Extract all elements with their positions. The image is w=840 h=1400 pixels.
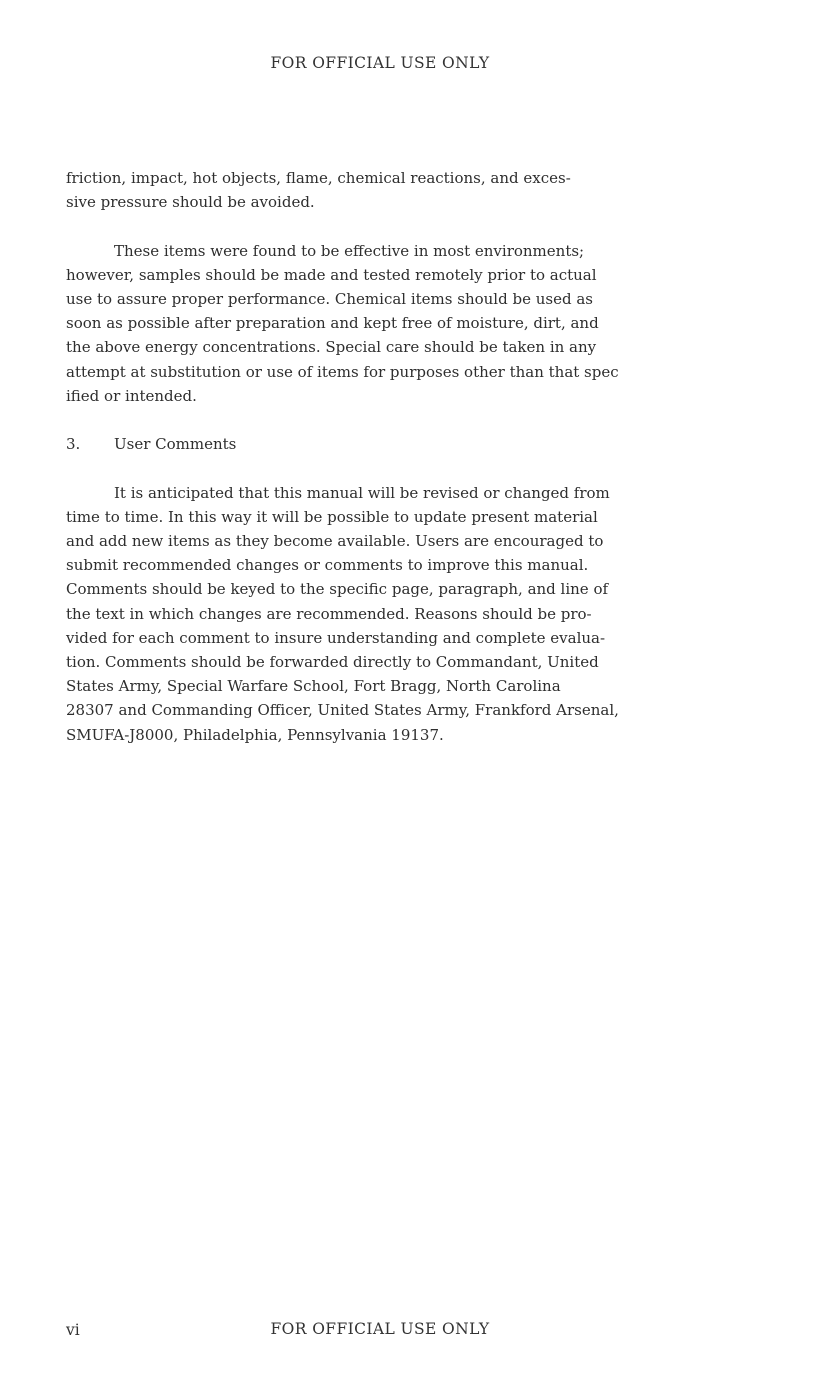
text-line: soon as possible after preparation and kept free of moisture, dirt, and [66, 314, 599, 333]
text-line: These items were found to be effective in most environments; [114, 241, 585, 260]
section-title: User Comments [114, 435, 237, 454]
paragraph-2 [66, 239, 706, 408]
text-line: friction, impact, hot objects, flame, chemical reactions, and exces- [66, 169, 571, 187]
page-header: FOR OFFICIAL USE ONLY [270, 54, 490, 72]
text-line: attempt at substitution or use of items for purposes other than that spec [66, 362, 619, 381]
text-line: the text in which changes are recommended. Reasons should be pro- [66, 604, 592, 623]
section-heading [66, 432, 706, 456]
text-line: however, samples should be made and tested remotely prior to actual [66, 265, 597, 284]
text-line: ified or intended. [66, 386, 197, 405]
document-body [66, 166, 706, 771]
text-line: 28307 and Commanding Officer, United States Army, Frankford Arsenal, [66, 701, 619, 720]
text-line: SMUFA-J8000, Philadelphia, Pennsylvania 19137. [66, 725, 444, 744]
text-line: use to assure proper performance. Chemical items should be used as [66, 290, 593, 308]
text-line: It is anticipated that this manual will be revised or changed from [114, 483, 610, 502]
section-number: 3. [66, 435, 81, 454]
page-footer: FOR OFFICIAL USE ONLY [270, 1320, 490, 1338]
text-line: Comments should be keyed to the specific page, paragraph, and line of [66, 580, 609, 599]
page-number: vi [66, 1321, 80, 1339]
paragraph-1 [66, 166, 706, 214]
text-line: time to time. In this way it will be possible to update present material [66, 507, 598, 526]
text-line: the above energy concentrations. Special care should be taken in any [66, 338, 597, 357]
text-line: submit recommended changes or comments to improve this manual. [66, 556, 589, 575]
paragraph-3 [66, 481, 706, 747]
text-line: and add new items as they become available. Users are encouraged to [66, 532, 604, 550]
text-line: vided for each comment to insure understanding and complete evalua- [66, 628, 606, 647]
text-line: States Army, Special Warfare School, Fort Bragg, North Carolina [66, 677, 561, 696]
text-line: sive pressure should be avoided. [66, 193, 315, 212]
text-line: tion. Comments should be forwarded directly to Commandant, United [66, 653, 599, 672]
